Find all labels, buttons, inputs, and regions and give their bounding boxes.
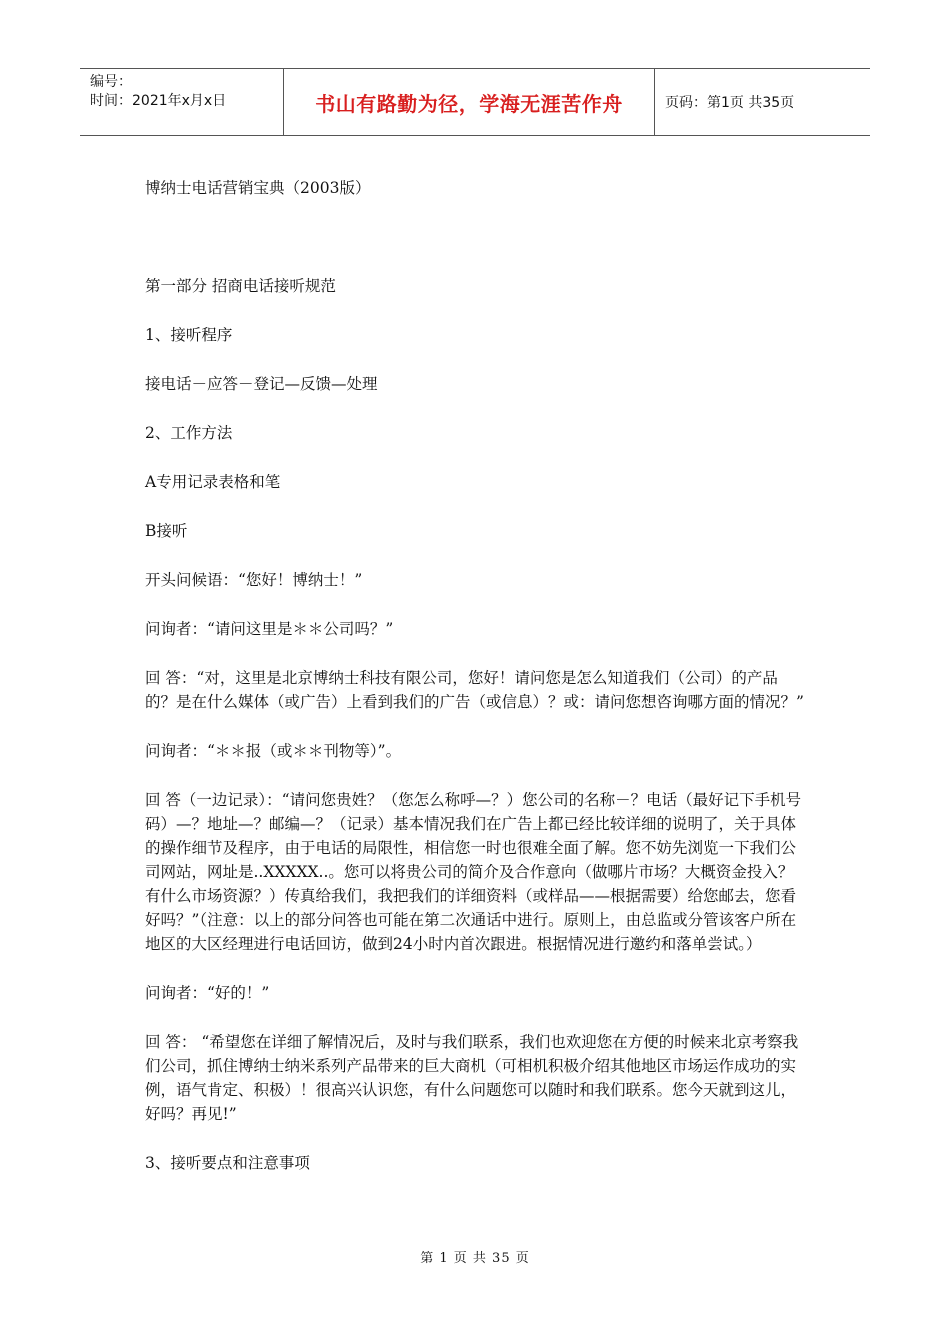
document-date: 时间：2021年x月x日 — [90, 93, 227, 109]
page-footer: 第 1 页 共 35 页 — [420, 1251, 530, 1266]
header-meta — [80, 69, 283, 135]
paragraph: A专用记录表格和笔 — [145, 473, 281, 491]
document-number-label: 编号： — [90, 74, 132, 90]
blank-line — [145, 225, 807, 249]
paragraph: 接电话－应答－登记—反馈—处理 — [145, 375, 378, 393]
paragraph: 问询者：“好的！” — [145, 984, 270, 1002]
paragraph: B接听 — [145, 522, 188, 540]
header-page-info: 页码：第1页 共35页 — [665, 95, 795, 111]
subheading-procedure: 1、接听程序 — [145, 326, 233, 344]
page-header — [80, 68, 870, 136]
paragraph: 问询者：“请问这里是＊＊公司吗？” — [145, 620, 394, 638]
header-motto: 书山有路勤为径，学海无涯苦作舟 — [315, 91, 623, 116]
paragraph: 回 答： “希望您在详细了解情况后，及时与我们联系，我们也欢迎您在方便的时候来北京考察我们公司，抓住博纳士纳米系列产品带来的巨大商机（可相机积极介绍其他地区市场运作成功的实例，语气肯定、积极）！很高兴认识您，有什么问题您可以随时和我们联系。您今天就到这儿，好吗？再见!” — [145, 1033, 799, 1123]
document-body — [145, 176, 807, 1200]
paragraph: 回 答（一边记录）：“请问您贵姓？（您怎么称呼—？）您公司的名称－？电话（最好记下手机号码）—？地址—？邮编—？（记录）基本情况我们在广告上都已经比较详细的说明了，关于具体的操作细节及程序，由于电话的局限性，相信您一时也很难全面了解。您不妨先浏览一下我们公司网站，网址是..XXXXX..。您可以将贵公司的简介及合作意向（做哪片市场？大概资金投入？有什么市场资源？）传真给我们，我把我们的详细资料（或样品——根据需要）给您邮去，您看好吗？”（注意：以上的部分问答也可能在第二次通话中进行。原则上，由总监或分管该客户所在地区的大区经理进行电话回访，做到24小时内首次跟进。根据情况进行邀约和落单尝试。） — [145, 791, 802, 953]
section-heading: 第一部分 招商电话接听规范 — [145, 277, 336, 295]
paragraph: 回 答：“对，这里是北京博纳士科技有限公司，您好！请问您是怎么知道我们（公司）的产品的？是在什么媒体（或广告）上看到我们的广告（或信息）？或：请问您想咨询哪方面的情况？” — [145, 669, 804, 711]
paragraph: 问询者：“＊＊报（或＊＊刊物等）”。 — [145, 742, 402, 760]
paragraph: 开头问候语：“您好！博纳士！” — [145, 571, 363, 589]
document-title: 博纳士电话营销宝典（2003版） — [145, 179, 371, 197]
subheading-method: 2、工作方法 — [145, 424, 233, 442]
subheading-notes: 3、接听要点和注意事项 — [145, 1154, 310, 1172]
header-motto-cell — [283, 69, 655, 135]
